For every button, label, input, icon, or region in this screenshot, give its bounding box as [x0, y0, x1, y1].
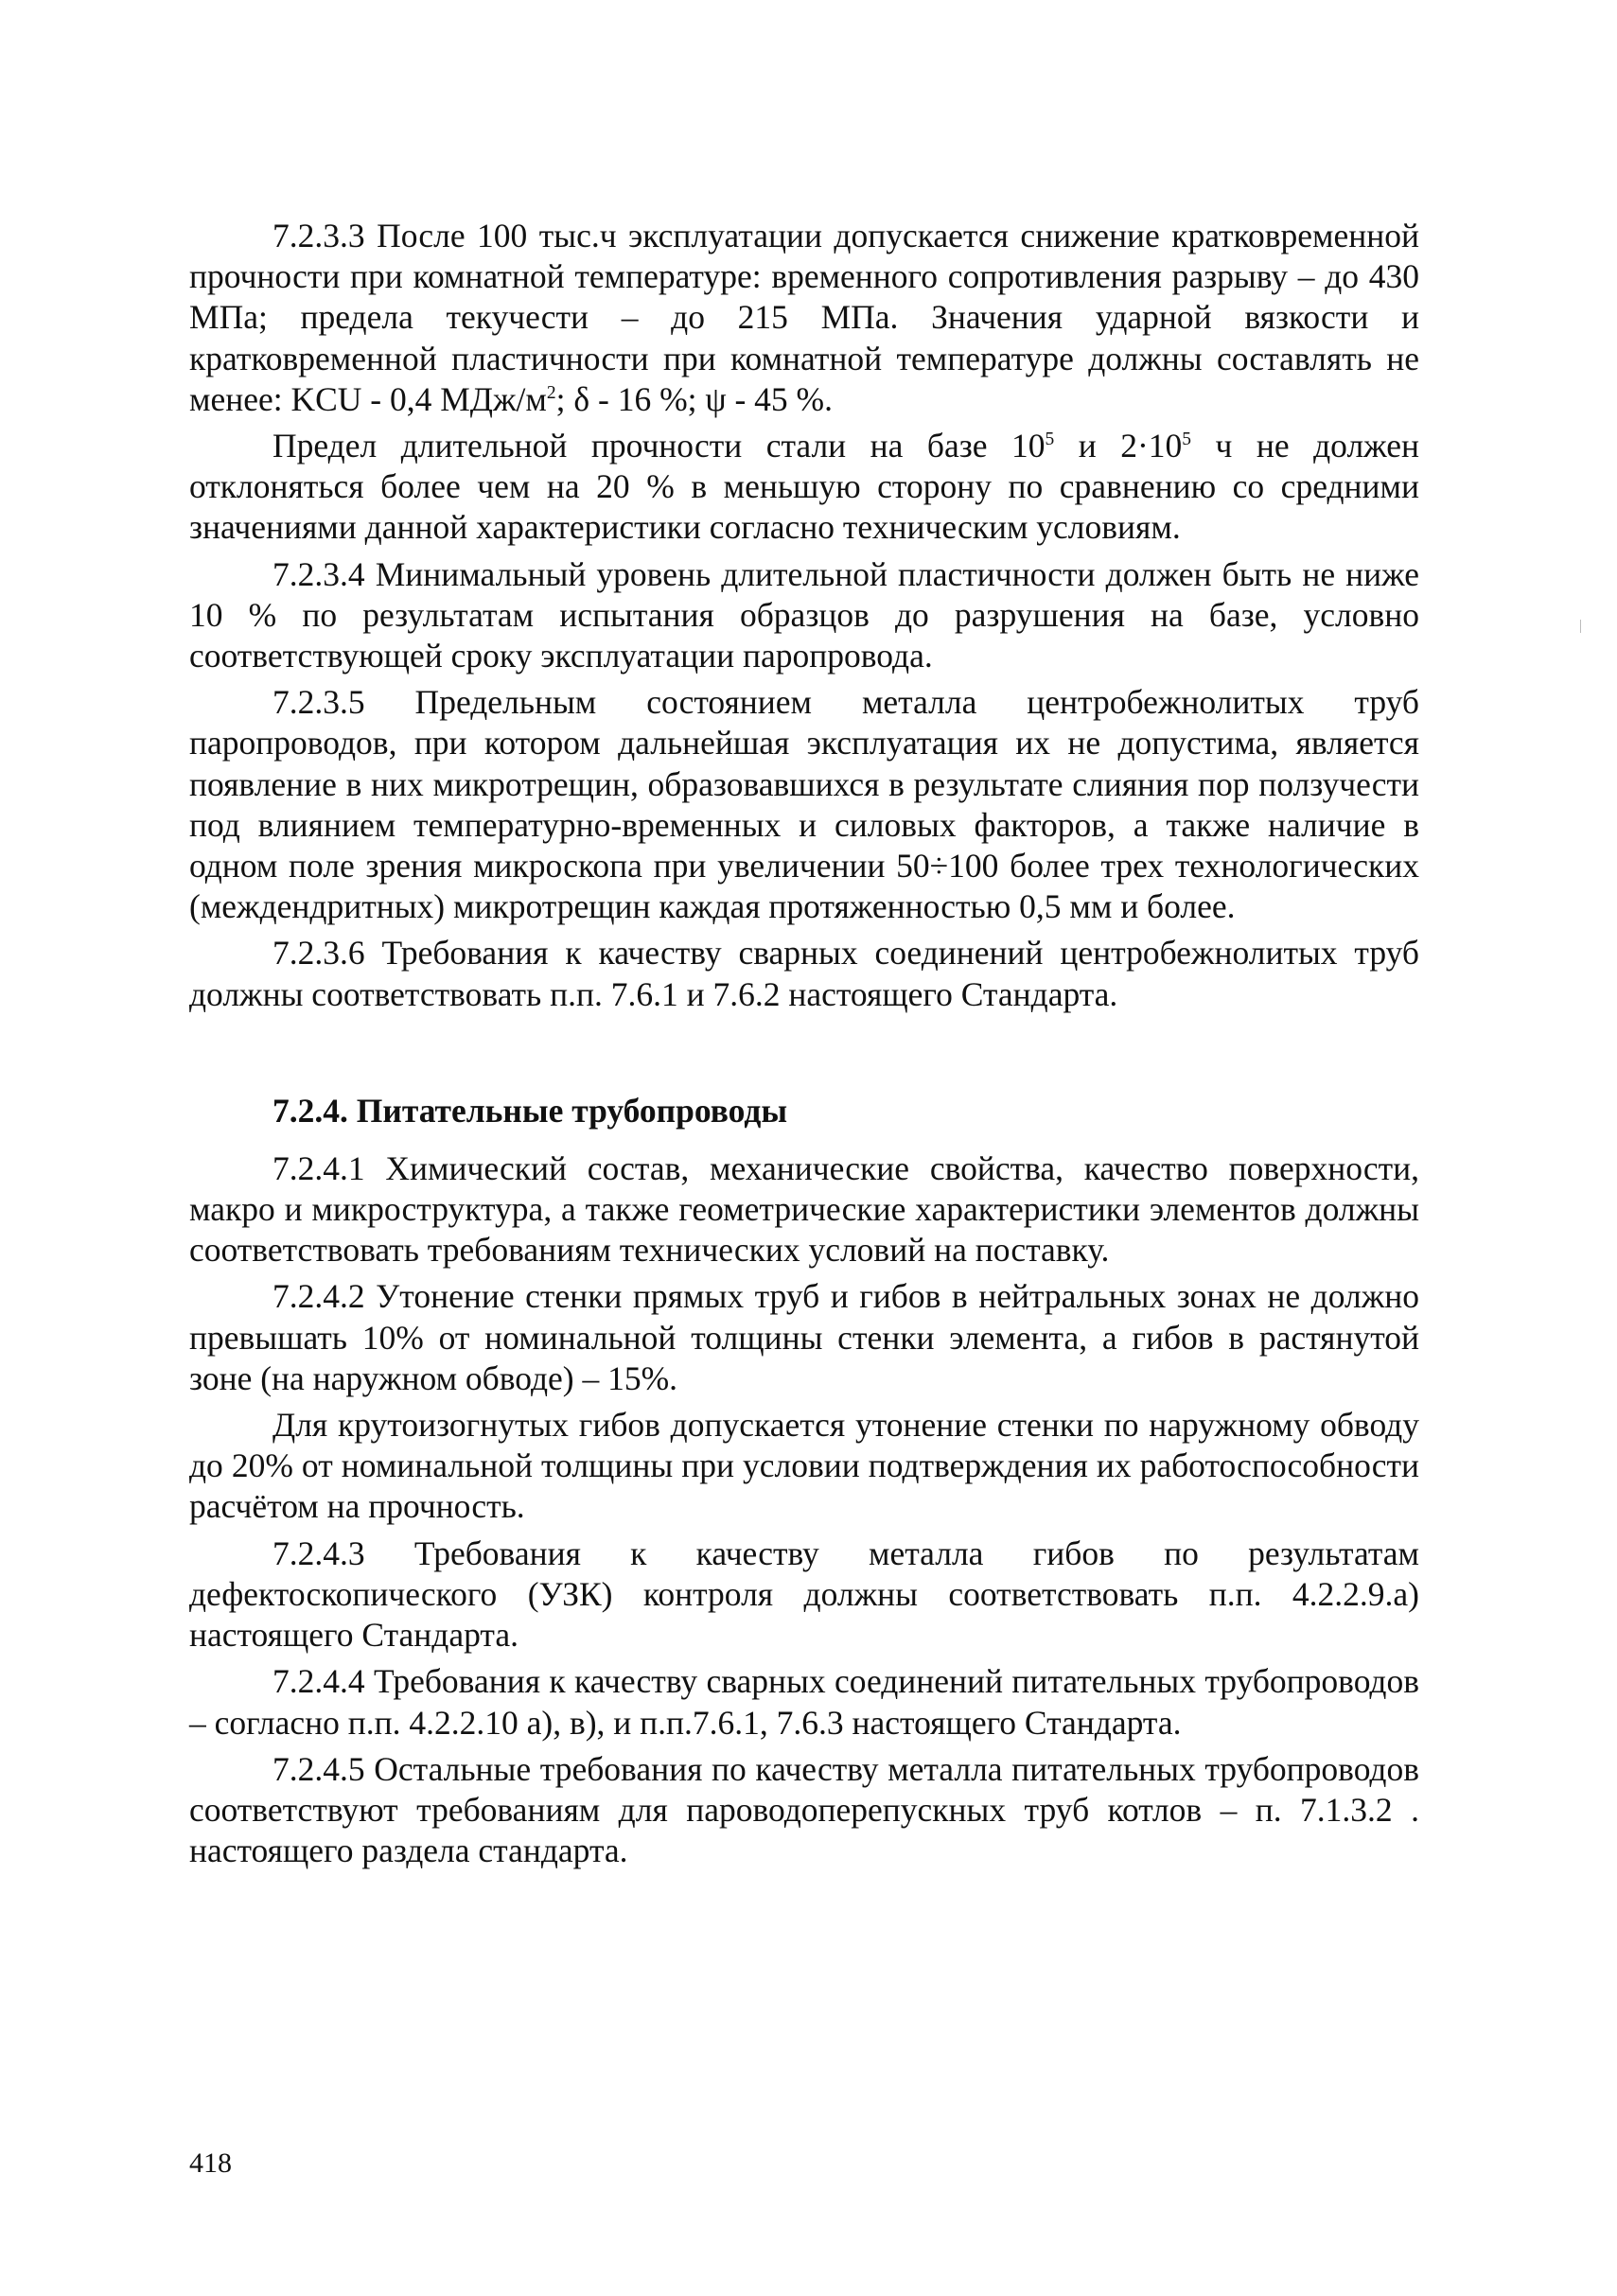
- paragraph-7-2-4-5: 7.2.4.5 Остальные требования по качеству металла питательных трубопроводов соответствуют требованиям для пароводоперепускных труб котлов – п. 7.1.3.2 . настоящего раздела стандарта.: [189, 1749, 1419, 1870]
- paragraph-long-term-strength: [189, 426, 1419, 549]
- paragraph-text: 7.2.3.3 После 100 тыс.ч эксплуатации допускается снижение кратковременной прочности при комнатной температуре: временного сопротивления разрыву – до 430 МПа; предела текучести – до 215 МПа. Значения ударной вязкости и кратковременной пластичности при комнатной температуре должны составлять не менее: KCU - 0,4 МДж/м: [189, 217, 1419, 418]
- superscript: 2: [546, 382, 556, 403]
- paragraph-text: Предел длительной прочности стали на базе 10: [272, 427, 1046, 465]
- section-heading-7-2-4: 7.2.4. Питательные трубопроводы: [272, 1091, 788, 1130]
- superscript: 5: [1045, 429, 1055, 450]
- page-number: 418: [189, 2147, 232, 2179]
- paragraph-7-2-3-4: 7.2.3.4 Минимальный уровень длительной пластичности должен быть не ниже 10 % по результатам испытания образцов до разрушения на базе, условно соответствующей сроку эксплуатации паропровода.: [189, 554, 1419, 675]
- paragraph-7-2-4-2: 7.2.4.2 Утонение стенки прямых труб и гибов в нейтральных зонах не должно превышать 10% от номинальной толщины стенки элемента, а гибов в растянутой зоне (на наружном обводе) – 15%.: [189, 1277, 1419, 1397]
- superscript: 5: [1182, 429, 1192, 450]
- paragraph-7-2-3-3: [189, 216, 1419, 420]
- paragraph-7-2-3-5: 7.2.3.5 Предельным состоянием металла центробежнолитых труб паропроводов, при котором дальнейшая эксплуатация их не допустима, является появление в них микротрещин, образовавшихся в результате слияния пор ползучести под влиянием температурно-временных и силовых факторов, а также наличие в одном поле зрения микроскопа при увеличении 50÷100 более трех технологических (междендритных) микротрещин каждая протяженностью 0,5 мм и более.: [189, 683, 1419, 926]
- paragraph-7-2-4-1: 7.2.4.1 Химический состав, механические свойства, качество поверхности, макро и микроструктура, а также геометрические характеристики элементов должны соответствовать требованиям технических условий на поставку.: [189, 1148, 1419, 1270]
- scan-artifact: [1580, 620, 1581, 633]
- paragraph-text: и 2·10: [1054, 427, 1183, 465]
- page-body: [189, 216, 1419, 1877]
- paragraph-7-2-4-3: 7.2.4.3 Требования к качеству металла гибов по результатам дефектоскопического (УЗК) контроля должны соответствовать п.п. 4.2.2.9.а) настоящего Стандарта.: [189, 1534, 1419, 1655]
- paragraph-steep-bends: Для крутоизогнутых гибов допускается утонение стенки по наружному обводу до 20% от номинальной толщины при условии подтверждения их работоспособности расчётом на прочность.: [189, 1406, 1419, 1526]
- paragraph-text: ч не должен отклоняться более чем на 20 % в меньшую сторону по сравнению со средними значениями данной характеристики согласно техническим условиям.: [189, 427, 1419, 547]
- paragraph-7-2-3-6: 7.2.3.6 Требования к качеству сварных соединений центробежнолитых труб должны соответствовать п.п. 7.6.1 и 7.6.2 настоящего Стандарта.: [189, 934, 1419, 1013]
- paragraph-7-2-4-4: 7.2.4.4 Требования к качеству сварных соединений питательных трубопроводов – согласно п.п. 4.2.2.10 а), в), и п.п.7.6.1, 7.6.3 настоящего Стандарта.: [189, 1662, 1419, 1742]
- paragraph-text-tail: ; δ - 16 %; ψ - 45 %.: [555, 379, 833, 418]
